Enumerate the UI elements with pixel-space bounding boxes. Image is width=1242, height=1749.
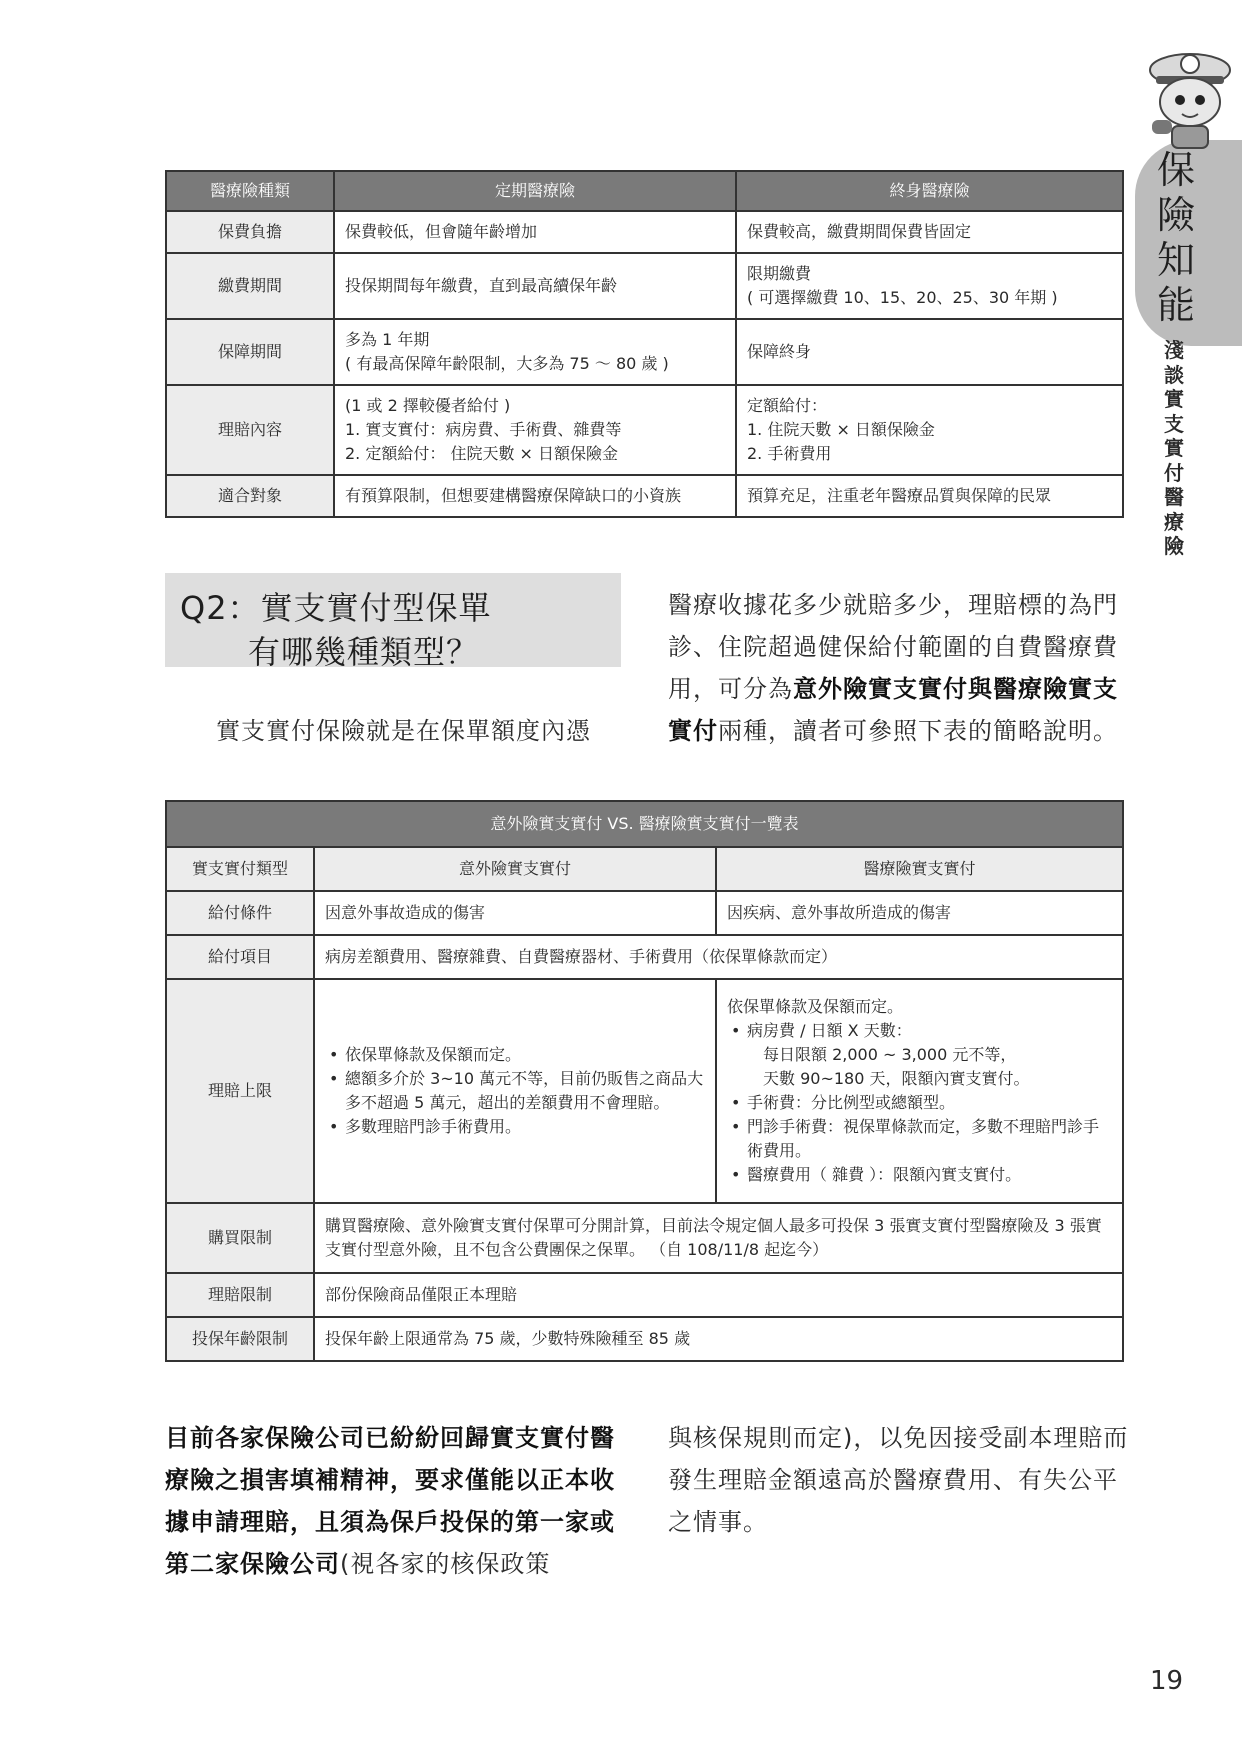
row-label: 理賠內容 (166, 385, 334, 475)
table-cell: 部份保險商品僅限正本理賠 (314, 1273, 1123, 1317)
table-header-row (166, 171, 1123, 211)
table-cell: 因意外事故造成的傷害 (314, 891, 716, 935)
police-mascot-icon (1138, 40, 1242, 150)
row-label: 給付條件 (166, 891, 314, 935)
table-row (166, 1203, 1123, 1273)
list-item: • 總額多介於 3~10 萬元不等，目前仍販售之商品大多不超過 5 萬元，超出的差額費用不會理賠。 (345, 1067, 705, 1115)
row-label: 繳費期間 (166, 253, 334, 319)
row-label: 保障期間 (166, 319, 334, 385)
medical-insurance-comparison-table (165, 170, 1124, 518)
table-row (166, 935, 1123, 979)
chapter-title: 保 險 知 能 (1156, 148, 1195, 327)
list-item: • 門診手術費：視保單條款而定，多數不理賠門診手術費用。 (747, 1115, 1112, 1163)
row-label: 適合對象 (166, 475, 334, 517)
row-label: 給付項目 (166, 935, 314, 979)
list-item: • 依保單條款及保額而定。 (345, 1043, 705, 1067)
table-cell: 保費較低，但會隨年齡增加 (334, 211, 736, 253)
page-number: 19 (1150, 1666, 1184, 1696)
table-cell: 購買醫療險、意外險實支實付保單可分開計算，目前法令規定個人最多可投保 3 張實支實付型醫療險及 3 張實支實付型意外險，且不包含公費團保之保單。 （自 108/11/8 起迄今） (314, 1203, 1123, 1273)
intro-paragraph-left: 實支實付保險就是在保單額度內憑 (216, 717, 591, 745)
table-cell: 因疾病、意外事故所造成的傷害 (716, 891, 1123, 935)
table-row (166, 253, 1123, 319)
table-row (166, 1317, 1123, 1361)
table-cell: 保費較高，繳費期間保費皆固定 (736, 211, 1123, 253)
intro-paragraph-right: 醫療收據花多少就賠多少，理賠標的為門診、住院超過健保給付範圍的自費醫療費用，可分為意外險實支實付與醫療險實支實付兩種，讀者可參照下表的簡略說明。 (668, 591, 1118, 745)
table-row (166, 319, 1123, 385)
table-cell: 有預算限制，但想要建構醫療保障缺口的小資族 (334, 475, 736, 517)
table-cell: 定額給付： 1. 住院天數 × 日額保險金 2. 手術費用 (736, 385, 1123, 475)
list-item: • 病房費 / 日額 X 天數： 每日限額 2,000 ~ 3,000 元不等， 天數 90~180 天，限額內實支實付。 (747, 1019, 1112, 1091)
row-label: 投保年齡限制 (166, 1317, 314, 1361)
table-row (166, 385, 1123, 475)
reimbursement-comparison-table (165, 800, 1124, 1362)
table-cell: 限期繳費 ( 可選擇繳費 10、15、20、25、30 年期 ) (736, 253, 1123, 319)
row-label: 購買限制 (166, 1203, 314, 1273)
closing-paragraph-left: 目前各家保險公司已紛紛回歸實支實付醫療險之損害填補精神，要求僅能以正本收據申請理賠，且須為保戶投保的第一家或第二家保險公司(視各家的核保政策 (165, 1424, 615, 1578)
table-caption-row (166, 801, 1123, 847)
column-header: 意外險實支實付 (314, 847, 716, 891)
question-heading-line2: 有哪幾種類型？ (248, 633, 480, 671)
table-row (166, 979, 1123, 1203)
list-item: • 多數理賠門診手術費用。 (345, 1115, 705, 1139)
table-cell: 依保單條款及保額而定。 • 病房費 / 日額 X 天數： 每日限額 2,000 ~ 3,000 元不等， 天數 90~180 天，限額內實支實付。 • 手術費：分比例型或總額型。 • 門診手術費：視保單條款而定，多數不理賠門診手術費用。 • 醫療費用（ 雜費 ）：限額內實支實付。 (716, 979, 1123, 1203)
row-label: 理賠限制 (166, 1273, 314, 1317)
table-cell: (1 或 2 擇較優者給付 ) 1. 實支實付：病房費、手術費、雜費等 2. 定額給付： 住院天數 × 日額保險金 (334, 385, 736, 475)
table-cell: 病房差額費用、醫療雜費、自費醫療器材、手術費用（依保單條款而定） (314, 935, 1123, 979)
table-cell: 多為 1 年期 ( 有最高保障年齡限制，大多為 75 ～ 80 歲 ) (334, 319, 736, 385)
table-cell: 投保年齡上限通常為 75 歲，少數特殊險種至 85 歲 (314, 1317, 1123, 1361)
table-cell: 投保期間每年繳費，直到最高續保年齡 (334, 253, 736, 319)
column-header: 醫療險種類 (166, 171, 334, 211)
table-cell: 保障終身 (736, 319, 1123, 385)
table-cell (314, 979, 716, 1203)
table-row (166, 475, 1123, 517)
table-cell: 預算充足，注重老年醫療品質與保障的民眾 (736, 475, 1123, 517)
table-row (166, 211, 1123, 253)
column-header: 終身醫療險 (736, 171, 1123, 211)
question-heading-line1: Q2：實支實付型保單 (180, 589, 492, 627)
closing-paragraph-right: 與核保規則而定)，以免因接受副本理賠而發生理賠金額遠高於醫療費用、有失公平之情事。 (668, 1424, 1129, 1536)
table-caption: 意外險實支實付 VS. 醫療險實支實付一覽表 (166, 801, 1123, 847)
row-label: 理賠上限 (166, 979, 314, 1203)
column-header: 定期醫療險 (334, 171, 736, 211)
column-header: 實支實付類型 (166, 847, 314, 891)
list-item: • 醫療費用（ 雜費 ）：限額內實支實付。 (747, 1163, 1112, 1187)
table-row (166, 1273, 1123, 1317)
row-label: 保費負擔 (166, 211, 334, 253)
table-header-row (166, 847, 1123, 891)
table-row (166, 891, 1123, 935)
column-header: 醫療險實支實付 (716, 847, 1123, 891)
list-item: • 手術費：分比例型或總額型。 (747, 1091, 1112, 1115)
chapter-subtitle: 淺 談 實 支 實 付 醫 療 險 (1164, 338, 1184, 558)
